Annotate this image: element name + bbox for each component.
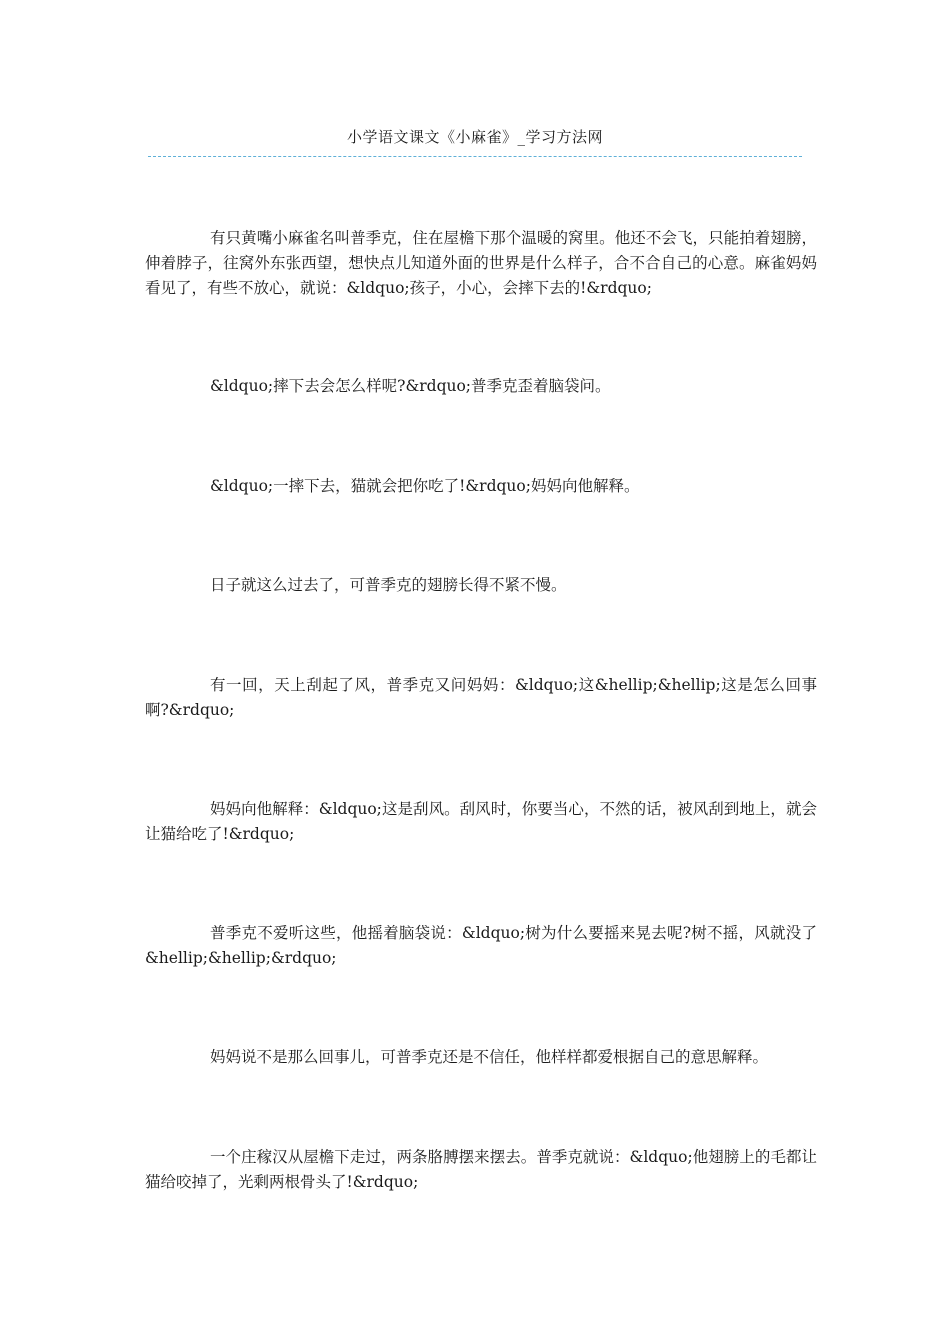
paragraph: &ldquo;一摔下去，猫就会把你吃了!&rdquo;妈妈向他解释。: [210, 477, 640, 495]
paragraph: 普季克不爱听这些，他摇着脑袋说：&ldquo;树为什么要摇来晃去呢?树不摇，风就没了&hellip;&hellip;&rdquo;: [145, 924, 817, 967]
paragraph: 有只黄嘴小麻雀名叫普季克，住在屋檐下那个温暖的窝里。他还不会飞，只能拍着翅膀，伸着脖子，往窝外东张西望，想快点儿知道外面的世界是什么样子，合不合自己的心意。麻雀妈妈看见了，有些不放心，就说：&ldquo;孩子，小心，会摔下去的!&rdquo;: [145, 229, 817, 297]
document-title: 小学语文课文《小麻雀》_学习方法网: [346, 128, 603, 146]
paragraph: 妈妈说不是那么回事儿，可普季克还是不信任，他样样都爱根据自己的意思解释。: [210, 1048, 769, 1066]
paragraph: 妈妈向他解释：&ldquo;这是刮风。刮风时，你要当心，不然的话，被风刮到地上，就会让猫给吃了!&rdquo;: [145, 800, 817, 843]
paragraph: 一个庄稼汉从屋檐下走过，两条胳膊摆来摆去。普季克就说：&ldquo;他翅膀上的毛都让猫给咬掉了，光剩两根骨头了!&rdquo;: [145, 1148, 817, 1191]
paragraph: 有一回，天上刮起了风，普季克又问妈妈：&ldquo;这&hellip;&hellip;这是怎么回事啊?&rdquo;: [145, 676, 817, 719]
header-divider: [148, 156, 802, 157]
paragraph: 日子就这么过去了，可普季克的翅膀长得不紧不慢。: [210, 576, 567, 594]
paragraph: &ldquo;摔下去会怎么样呢?&rdquo;普季克歪着脑袋问。: [210, 377, 611, 395]
